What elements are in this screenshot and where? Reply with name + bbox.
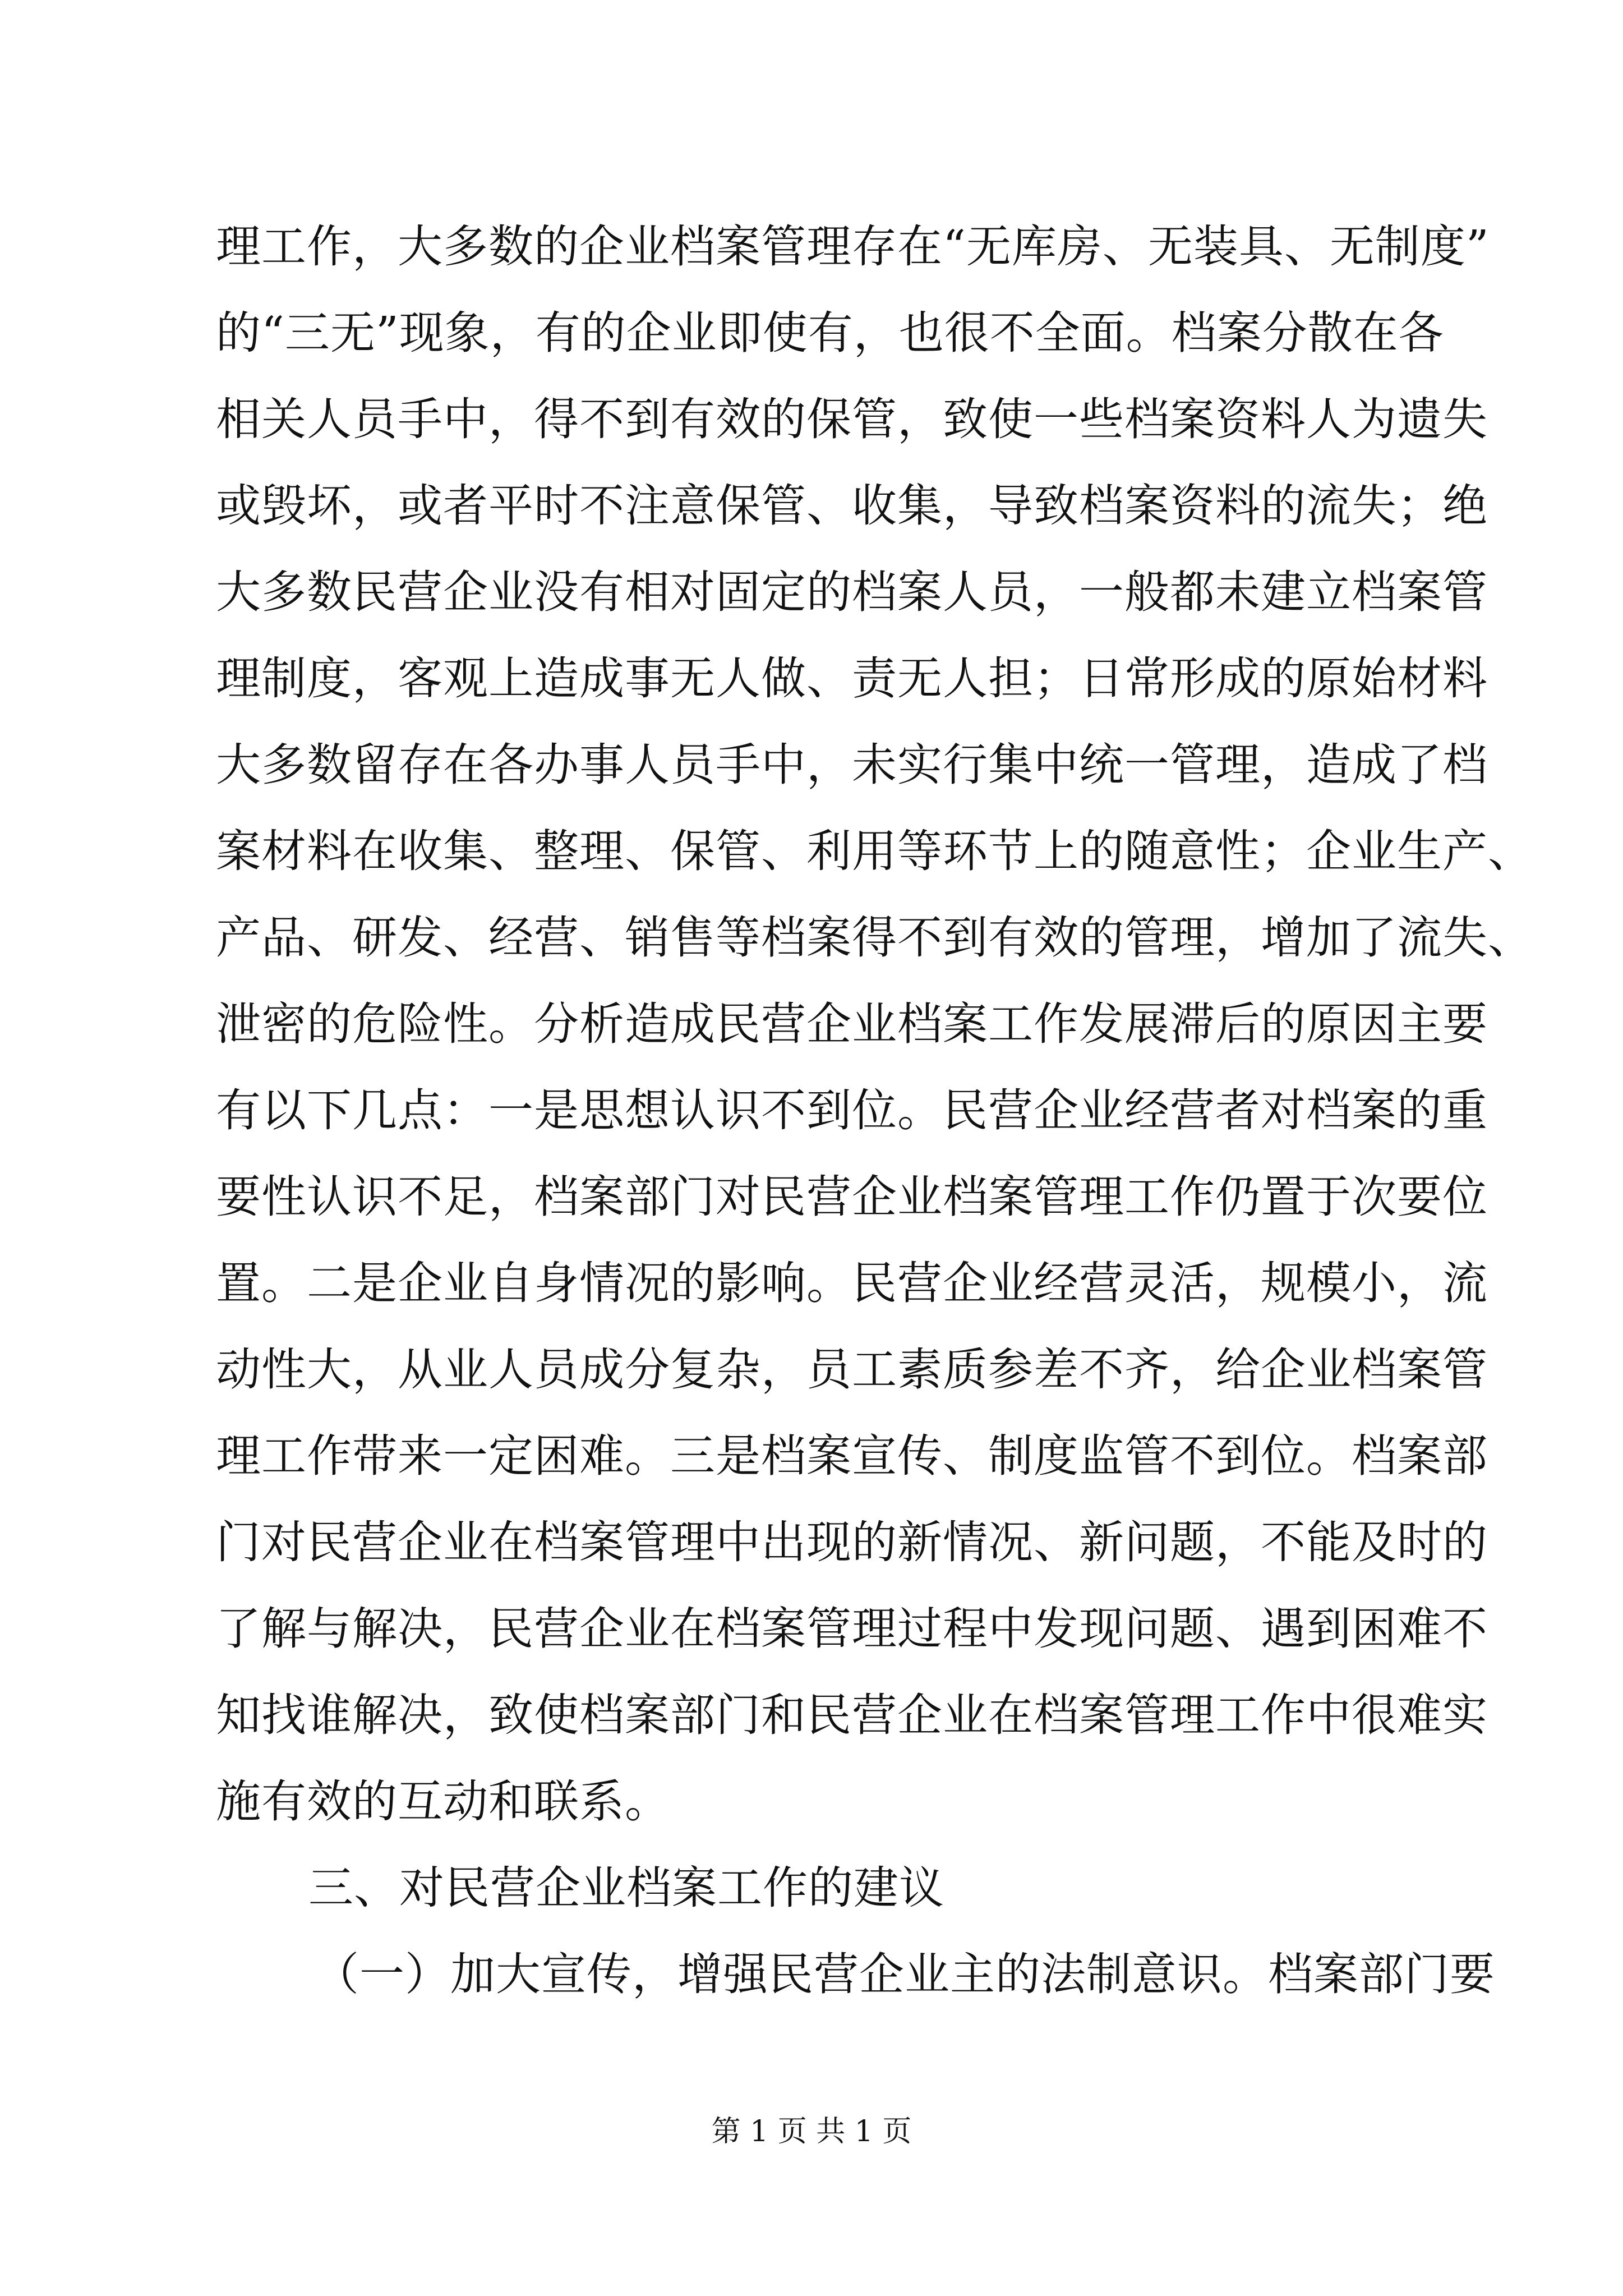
body-line-9: 产品、研发、经营、销售等档案得不到有效的管理，增加了流失、 bbox=[216, 912, 1533, 964]
body-line-16: 门对民营企业在档案管理中出现的新情况、新问题，不能及时的 bbox=[216, 1516, 1488, 1568]
body-line-13: 置。二是企业自身情况的影响。民营企业经营灵活，规模小，流 bbox=[216, 1257, 1488, 1309]
body-line-4: 或毁坏，或者平时不注意保管、收集，导致档案资料的流失；绝 bbox=[216, 480, 1488, 532]
body-line-14: 动性大，从业人员成分复杂，员工素质参差不齐，给企业档案管 bbox=[216, 1343, 1488, 1396]
body-line-2: 的“三无”现象，有的企业即使有，也很不全面。档案分散在各 bbox=[216, 307, 1444, 359]
body-line-8: 案材料在收集、整理、保管、利用等环节上的随意性；企业生产、 bbox=[216, 825, 1533, 877]
body-line-11: 有以下几点：一是思想认识不到位。民营企业经营者对档案的重 bbox=[216, 1084, 1488, 1137]
section-heading: 三、对民营企业档案工作的建议 bbox=[308, 1862, 944, 1914]
body-line-1: 理工作，大多数的企业档案管理存在“无库房、无装具、无制度” bbox=[216, 220, 1490, 273]
body-line-6: 理制度，客观上造成事无人做、责无人担；日常形成的原始材料 bbox=[216, 652, 1488, 705]
body-line-3: 相关人员手中，得不到有效的保管，致使一些档案资料人为遗失 bbox=[216, 393, 1488, 445]
body-line-5: 大多数民营企业没有相对固定的档案人员，一般都未建立档案管 bbox=[216, 566, 1488, 618]
body-line-7: 大多数留存在各办事人员手中，未实行集中统一管理，造成了档 bbox=[216, 739, 1488, 791]
body-line-19: 施有效的互动和联系。 bbox=[216, 1775, 670, 1828]
body-line-12: 要性认识不足，档案部门对民营企业档案管理工作仍置于次要位 bbox=[216, 1171, 1488, 1223]
body-line-18: 知找谁解决，致使档案部门和民营企业在档案管理工作中很难实 bbox=[216, 1689, 1488, 1741]
body-line-15: 理工作带来一定困难。三是档案宣传、制度监管不到位。档案部 bbox=[216, 1430, 1488, 1482]
body-line-17: 了解与解决，民营企业在档案管理过程中发现问题、遇到困难不 bbox=[216, 1603, 1488, 1655]
page-footer: 第 1 页 共 1 页 bbox=[711, 2115, 912, 2148]
body-line-10: 泄密的危险性。分析造成民营企业档案工作发展滞后的原因主要 bbox=[216, 998, 1488, 1050]
subsection-line: （一）加大宣传，增强民营企业主的法制意识。档案部门要 bbox=[314, 1948, 1495, 2000]
